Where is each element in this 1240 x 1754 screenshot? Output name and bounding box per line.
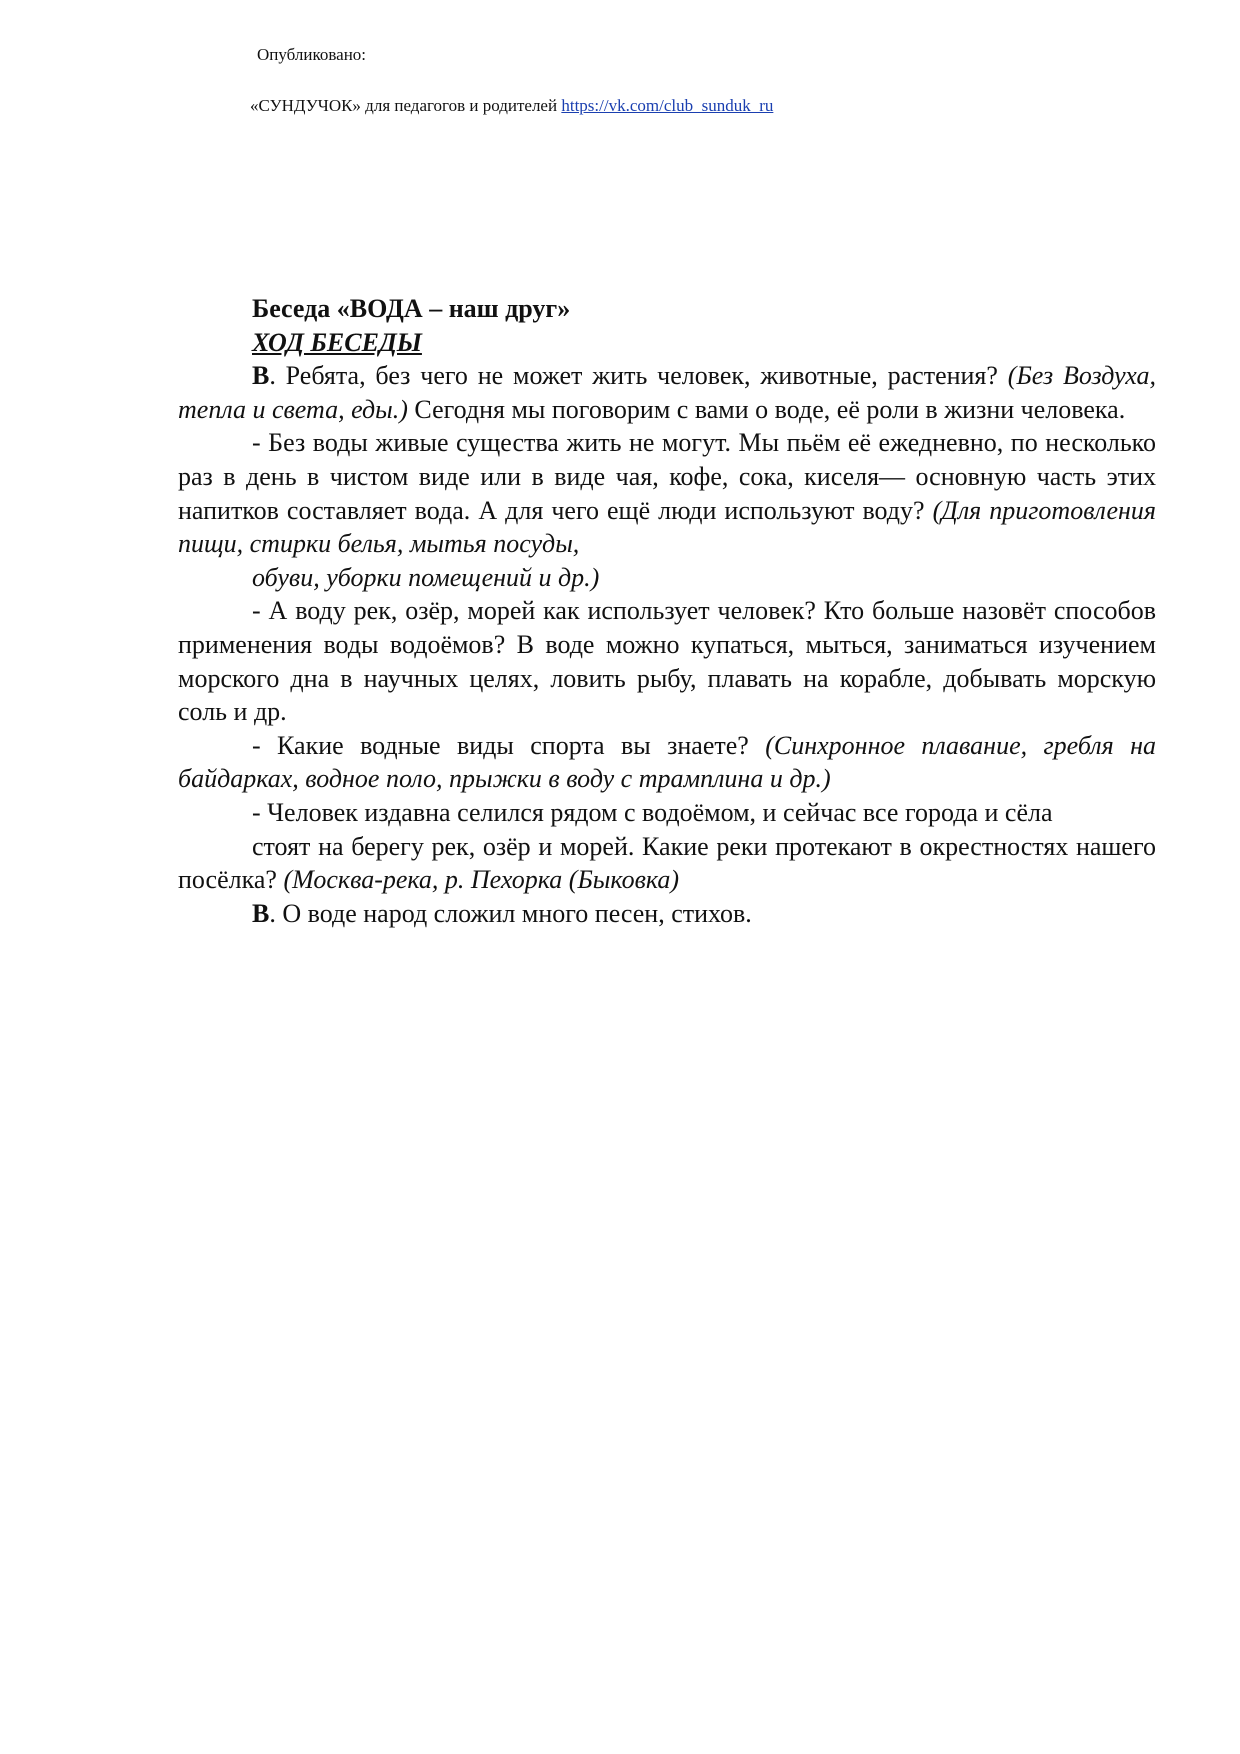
answer-text: (Москва-река, р. Пехорка (Быковка): [283, 865, 680, 895]
paragraph-5: - Человек издавна селился рядом с водоёмом, и сейчас все города и сёла: [252, 797, 1053, 827]
paragraph-3: - А воду рек, озёр, морей как использует человек? Кто больше назовёт способов применения воды водоёмов? В воде можно купаться, мыться, заниматься изучением морского дна в научных целях, ловить рыбу, плавать на корабле, добывать морскую соль и др.: [178, 596, 1156, 727]
document-title: Беседа «ВОДА – наш друг»: [252, 294, 571, 323]
source-link[interactable]: https://vk.com/club_sunduk_ru: [561, 96, 774, 115]
answer-text: (Без Воздуха, тепла и света, еды.): [178, 361, 1156, 424]
paragraph-6: [178, 830, 1156, 897]
paragraph-text: . О воде народ сложил много песен, стихов.: [269, 898, 752, 928]
paragraph-4: [178, 729, 1156, 796]
paragraph-text: - Без воды живые существа жить не могут. Мы пьём её ежедневно, по несколько раз в день в чистом виде или в виде чая, кофе, сока, киселя— основную часть этих напитков составляет вода. А для чего ещё люди используют воду?: [178, 428, 1156, 525]
paragraph-text: - Какие водные виды спорта вы знаете?: [252, 730, 766, 760]
paragraph-2: [178, 426, 1156, 560]
answer-text: обуви, уборки помещений и др.): [252, 562, 600, 592]
source-line: [250, 95, 773, 117]
answer-text: (Синхронное плавание, гребля на байдарках, водное поло, прыжки в воду с трамплина и др.): [178, 730, 1156, 794]
speaker-label: В: [252, 898, 270, 928]
paragraph-1: [178, 359, 1156, 426]
speaker-label: В: [252, 361, 270, 391]
source-text: «СУНДУЧОК» для педагогов и родителей: [250, 96, 562, 115]
paragraph-2-continued: [178, 561, 1156, 595]
document-subtitle: ХОД БЕСЕДЫ: [252, 327, 422, 357]
paragraph-text: стоят на берегу рек, озёр и морей. Какие реки протекают в окрестностях нашего посёлка?: [178, 831, 1156, 895]
paragraph-text: . Ребята, без чего не может жить человек, животные, растения?: [269, 361, 1008, 391]
paragraph-text: Сегодня мы поговорим с вами о воде, её роли в жизни человека.: [407, 394, 1126, 424]
published-label: Опубликовано:: [257, 45, 367, 64]
paragraph-7: [178, 897, 1156, 931]
answer-text: (Для приготовления пищи, стирки белья, мытья посуды,: [178, 495, 1156, 559]
document-body: [178, 292, 1156, 930]
